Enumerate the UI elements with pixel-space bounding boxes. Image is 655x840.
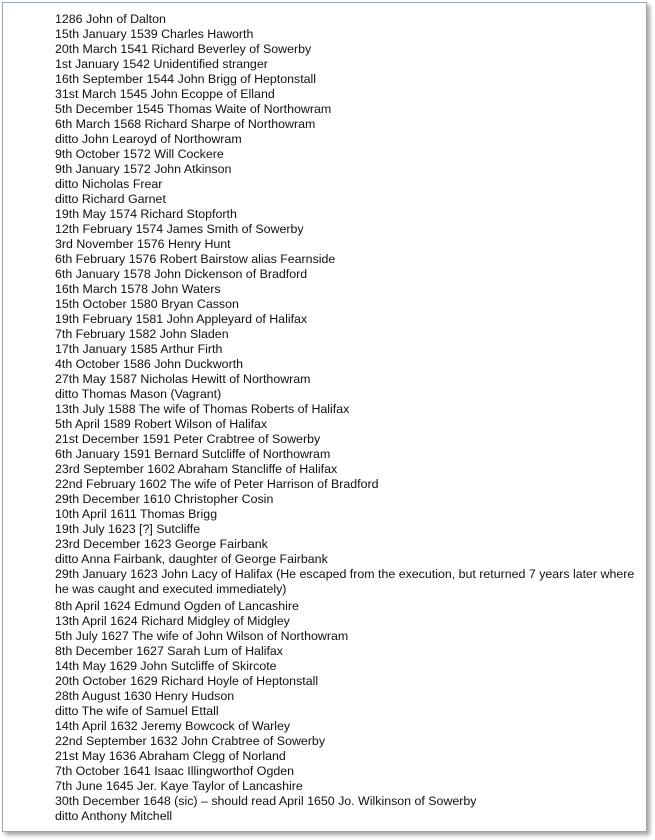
list-item: ditto The wife of Samuel Ettall bbox=[55, 704, 219, 718]
list-item: 31st March 1545 John Ecoppe of Elland bbox=[55, 87, 275, 101]
list-item: 14th April 1632 Jeremy Bowcock of Warley bbox=[55, 719, 291, 733]
list-item: 23rd September 1602 Abraham Stancliffe of Halifax bbox=[55, 462, 338, 476]
list-item: 1st January 1542 Unidentified stranger bbox=[55, 57, 268, 71]
list-item: 6th March 1568 Richard Sharpe of Northowram bbox=[55, 117, 316, 131]
list-item: 4th October 1586 John Duckworth bbox=[55, 357, 244, 371]
list-item: 22nd February 1602 The wife of Peter Harrison of Bradford bbox=[55, 477, 379, 491]
list-item: 29th January 1623 John Lacy of Halifax (He escaped from the execution, but returned 7 years later where he was caught and executed immediately) bbox=[55, 567, 635, 596]
list-item: 29th December 1610 Christopher Cosin bbox=[55, 492, 274, 506]
list-item: 14th May 1629 John Sutcliffe of Skircote bbox=[55, 659, 277, 673]
execution-list bbox=[55, 12, 635, 824]
list-item: ditto Nicholas Frear bbox=[55, 177, 163, 191]
list-item: 23rd December 1623 George Fairbank bbox=[55, 537, 268, 551]
list-item: 7th February 1582 John Sladen bbox=[55, 327, 229, 341]
list-item: 16th September 1544 John Brigg of Heptonstall bbox=[55, 72, 317, 86]
list-item: 8th December 1627 Sarah Lum of Halifax bbox=[55, 644, 283, 658]
list-item: 19th July 1623 [?] Sutcliffe bbox=[55, 522, 201, 536]
list-item: 8th April 1624 Edmund Ogden of Lancashire bbox=[55, 599, 299, 613]
list-item: 10th April 1611 Thomas Brigg bbox=[55, 507, 218, 521]
list-item: 13th July 1588 The wife of Thomas Roberts of Halifax bbox=[55, 402, 350, 416]
list-item: 22nd September 1632 John Crabtree of Sowerby bbox=[55, 734, 326, 748]
list-item: 1286 John of Dalton bbox=[55, 12, 166, 26]
list-item: 6th January 1591 Bernard Sutcliffe of Northowram bbox=[55, 447, 331, 461]
list-item: ditto John Learoyd of Northowram bbox=[55, 132, 242, 146]
document-frame bbox=[2, 2, 647, 832]
list-item: 3rd November 1576 Henry Hunt bbox=[55, 237, 231, 251]
list-item: 27th May 1587 Nicholas Hewitt of Northowram bbox=[55, 372, 311, 386]
list-item: 7th June 1645 Jer. Kaye Taylor of Lancashire bbox=[55, 779, 303, 793]
list-item: ditto Thomas Mason (Vagrant) bbox=[55, 387, 222, 401]
list-item: 6th February 1576 Robert Bairstow alias Fearnside bbox=[55, 252, 336, 266]
list-item: 6th January 1578 John Dickenson of Bradford bbox=[55, 267, 308, 281]
list-item: 9th January 1572 John Atkinson bbox=[55, 162, 232, 176]
list-item: 15th October 1580 Bryan Casson bbox=[55, 297, 239, 311]
list-item: 13th April 1624 Richard Midgley of Midgley bbox=[55, 614, 290, 628]
list-item: ditto Anna Fairbank, daughter of George Fairbank bbox=[55, 552, 328, 566]
list-item: ditto Anthony Mitchell bbox=[55, 809, 173, 823]
list-item: 19th February 1581 John Appleyard of Halifax bbox=[55, 312, 308, 326]
list-item: 21st December 1591 Peter Crabtree of Sowerby bbox=[55, 432, 321, 446]
list-item: 5th July 1627 The wife of John Wilson of Northowram bbox=[55, 629, 349, 643]
list-item: 5th December 1545 Thomas Waite of Northowram bbox=[55, 102, 332, 116]
list-item: 28th August 1630 Henry Hudson bbox=[55, 689, 235, 703]
list-item: 15th January 1539 Charles Haworth bbox=[55, 27, 254, 41]
list-item: 5th April 1589 Robert Wilson of Halifax bbox=[55, 417, 268, 431]
list-item: 20th October 1629 Richard Hoyle of Heptonstall bbox=[55, 674, 319, 688]
list-item: 9th October 1572 Will Cockere bbox=[55, 147, 224, 161]
list-item: 30th December 1648 (sic) – should read April 1650 Jo. Wilkinson of Sowerby bbox=[55, 794, 477, 808]
list-item: 7th October 1641 Isaac Illingworthof Ogden bbox=[55, 764, 295, 778]
list-item: 12th February 1574 James Smith of Sowerby bbox=[55, 222, 304, 236]
list-item: ditto Richard Garnet bbox=[55, 192, 166, 206]
list-item: 21st May 1636 Abraham Clegg of Norland bbox=[55, 749, 286, 763]
list-item: 20th March 1541 Richard Beverley of Sowerby bbox=[55, 42, 312, 56]
list-item: 19th May 1574 Richard Stopforth bbox=[55, 207, 237, 221]
list-item: 16th March 1578 John Waters bbox=[55, 282, 221, 296]
list-item: 17th January 1585 Arthur Firth bbox=[55, 342, 223, 356]
